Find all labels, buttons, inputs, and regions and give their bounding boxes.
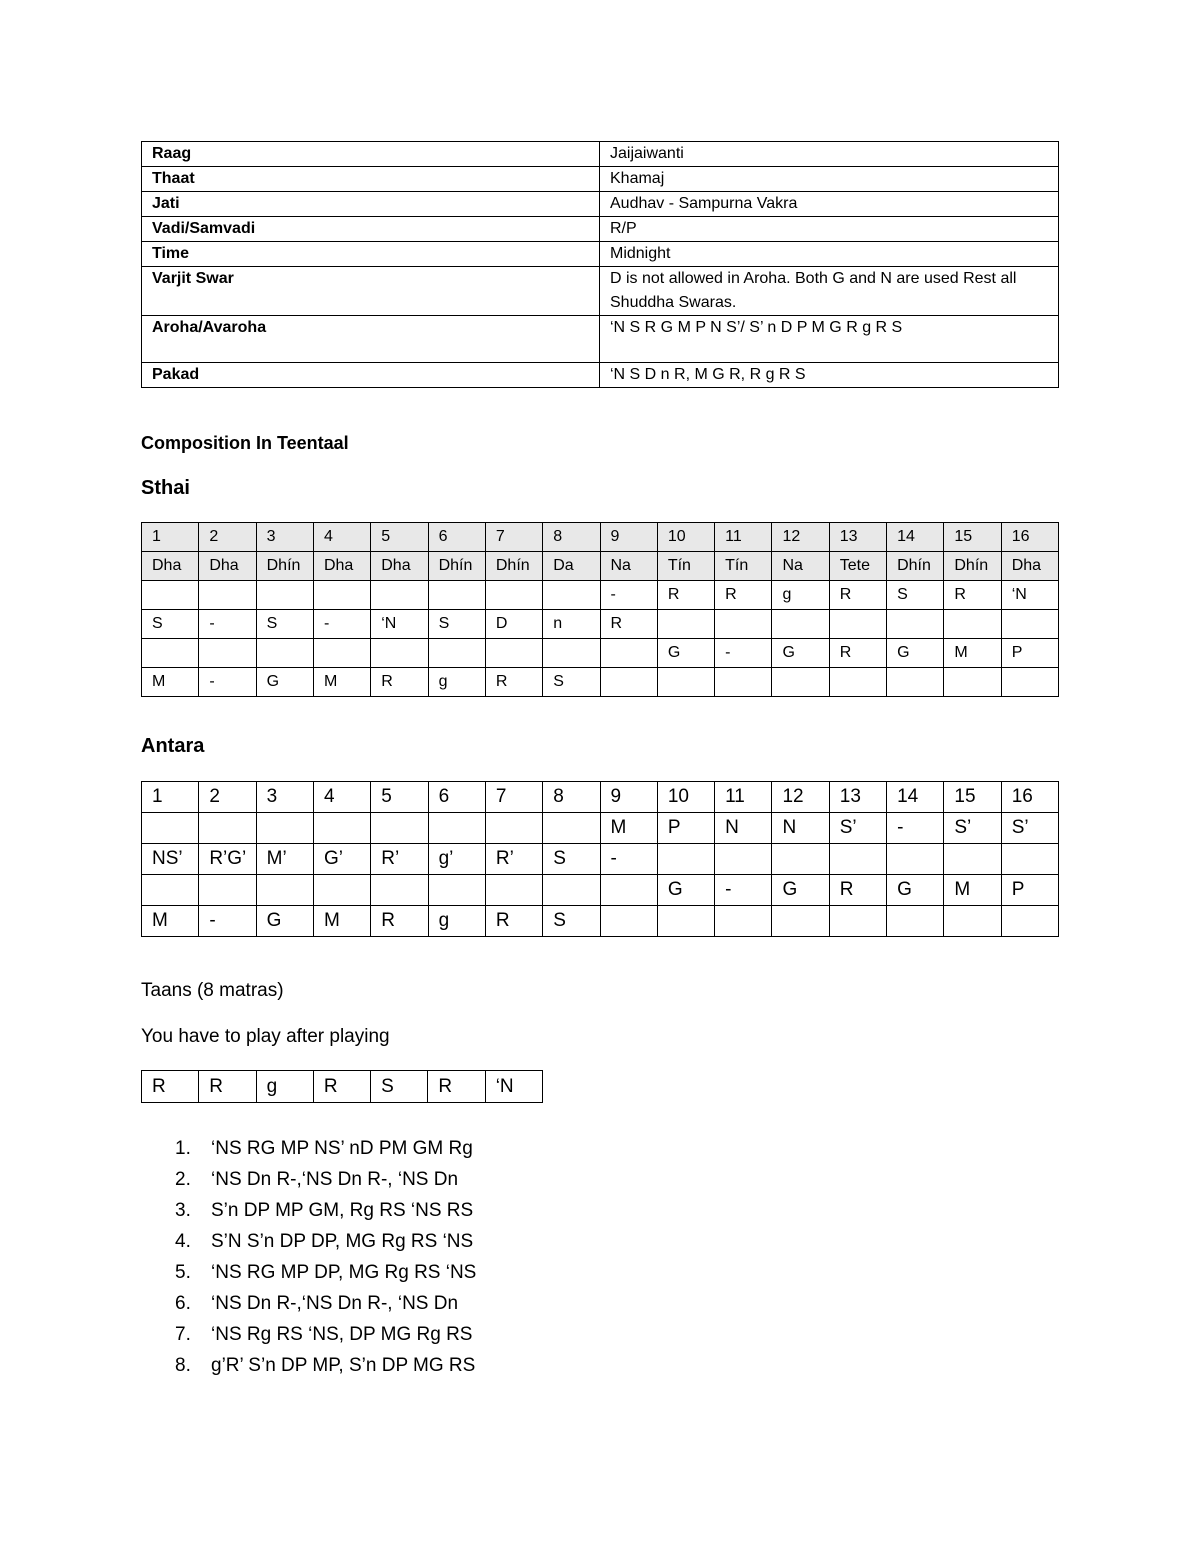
notation-cell (829, 668, 886, 697)
notation-cell: Dhín (485, 552, 542, 581)
info-value: Audhav - Sampurna Vakra (600, 192, 1059, 217)
notation-cell: 7 (485, 782, 542, 813)
info-row-vadi-samvadi (142, 217, 1059, 242)
taan-text: ‘NS Dn R-,‘NS Dn R-, ‘NS Dn (211, 1293, 459, 1314)
notation-cell (428, 581, 485, 610)
notation-cell (1001, 906, 1058, 937)
taan-text: S’n DP MP GM, Rg RS ‘NS RS (211, 1200, 474, 1221)
notation-cell: R (371, 906, 428, 937)
notation-cell (485, 813, 542, 844)
notation-cell: R (199, 1071, 256, 1103)
notation-cell (600, 906, 657, 937)
notation-cell: 5 (371, 782, 428, 813)
notation-cell: Dhín (428, 552, 485, 581)
info-row-time (142, 242, 1059, 267)
taan-number: 2. (175, 1169, 191, 1190)
notation-cell: 13 (829, 523, 886, 552)
taans-title: Taans (8 matras) (141, 980, 284, 1001)
notation-cell: 13 (829, 782, 886, 813)
notation-cell: - (199, 610, 256, 639)
notation-cell: Tín (657, 552, 714, 581)
taan-number: 4. (175, 1231, 191, 1252)
notation-cell (485, 639, 542, 668)
notation-cell: S (428, 610, 485, 639)
sthai-bol-row (142, 552, 1059, 581)
notation-cell: R (715, 581, 772, 610)
notation-cell (657, 906, 714, 937)
notation-cell: 15 (944, 523, 1001, 552)
taan-text: ‘NS RG MP DP, MG Rg RS ‘NS (211, 1262, 477, 1283)
notation-cell: G (887, 639, 944, 668)
taan-number: 3. (175, 1200, 191, 1221)
notation-cell (371, 813, 428, 844)
notation-cell: 16 (1001, 782, 1058, 813)
notation-cell: R (371, 668, 428, 697)
notation-cell (428, 639, 485, 668)
notation-cell: G (256, 906, 313, 937)
notation-cell: ‘N (1001, 581, 1058, 610)
notation-cell: - (600, 844, 657, 875)
notation-cell: R’ (371, 844, 428, 875)
notation-cell: 1 (142, 523, 199, 552)
notation-cell (887, 668, 944, 697)
notation-cell: 11 (715, 523, 772, 552)
notation-cell: - (715, 639, 772, 668)
notation-cell (313, 875, 370, 906)
notation-cell: g’ (428, 844, 485, 875)
notation-cell (428, 875, 485, 906)
info-value: R/P (600, 217, 1059, 242)
notation-cell (600, 875, 657, 906)
play-after-table (141, 1070, 543, 1103)
notation-cell (142, 813, 199, 844)
notation-cell: G (657, 875, 714, 906)
notation-cell: n (543, 610, 600, 639)
notation-cell: 15 (944, 782, 1001, 813)
notation-cell: S’ (829, 813, 886, 844)
notation-cell: ‘N (485, 1071, 542, 1103)
notation-cell (543, 639, 600, 668)
notation-cell: 14 (887, 782, 944, 813)
notation-cell: 11 (715, 782, 772, 813)
notation-cell: 5 (371, 523, 428, 552)
notation-cell: P (1001, 875, 1058, 906)
notation-cell (256, 813, 313, 844)
notation-cell (199, 875, 256, 906)
notation-cell: S (887, 581, 944, 610)
notation-cell: N (772, 813, 829, 844)
play-after-row (142, 1071, 543, 1103)
notation-cell: 4 (313, 523, 370, 552)
notation-cell: 12 (772, 523, 829, 552)
sthai-table (141, 522, 1059, 697)
notation-cell: S (371, 1071, 428, 1103)
info-label: Varjit Swar (142, 267, 600, 316)
notation-cell: 2 (199, 523, 256, 552)
notation-cell: R (829, 875, 886, 906)
notation-cell (887, 844, 944, 875)
notation-cell (199, 639, 256, 668)
notation-cell: Dha (199, 552, 256, 581)
notation-cell: g (428, 906, 485, 937)
info-value: Khamaj (600, 167, 1059, 192)
taan-item (175, 1226, 476, 1257)
notation-cell: Dha (371, 552, 428, 581)
notation-cell: G (657, 639, 714, 668)
notation-cell: - (715, 875, 772, 906)
notation-cell (657, 844, 714, 875)
notation-cell (715, 906, 772, 937)
notation-cell: 3 (256, 523, 313, 552)
info-row-aroha-avaroha (142, 316, 1059, 363)
notation-cell (600, 668, 657, 697)
notation-cell (657, 668, 714, 697)
taan-number: 8. (175, 1355, 191, 1376)
notation-cell (715, 668, 772, 697)
info-value: ‘N S R G M P N S’/ S’ n D P M G R g R S (600, 316, 1059, 363)
notation-cell: - (199, 668, 256, 697)
notation-cell (887, 610, 944, 639)
notation-cell: S (142, 610, 199, 639)
notation-cell: S (543, 668, 600, 697)
taans-intro: You have to play after playing (141, 1026, 390, 1047)
notation-cell: - (887, 813, 944, 844)
notation-cell: Dha (1001, 552, 1058, 581)
info-label: Thaat (142, 167, 600, 192)
notation-cell: 3 (256, 782, 313, 813)
notation-cell (829, 906, 886, 937)
taan-number: 5. (175, 1262, 191, 1283)
notation-cell: D (485, 610, 542, 639)
notation-cell (944, 844, 1001, 875)
notation-cell: R’G’ (199, 844, 256, 875)
antara-swar-row (142, 906, 1059, 937)
notation-cell (715, 610, 772, 639)
notation-cell: N (715, 813, 772, 844)
notation-cell: Dhín (256, 552, 313, 581)
notation-cell: 10 (657, 523, 714, 552)
taan-item (175, 1257, 476, 1288)
notation-cell: P (1001, 639, 1058, 668)
taan-item (175, 1350, 476, 1381)
notation-cell: S’ (1001, 813, 1058, 844)
taan-item (175, 1319, 476, 1350)
info-label: Aroha/Avaroha (142, 316, 600, 363)
notation-cell (313, 813, 370, 844)
notation-cell: 10 (657, 782, 714, 813)
notation-cell (772, 610, 829, 639)
taan-text: ‘NS RG MP NS’ nD PM GM Rg (211, 1138, 473, 1159)
notation-cell (371, 875, 428, 906)
notation-cell (1001, 844, 1058, 875)
notation-cell: Tete (829, 552, 886, 581)
notation-cell (772, 844, 829, 875)
notation-cell (772, 668, 829, 697)
notation-cell: Da (543, 552, 600, 581)
notation-cell: 1 (142, 782, 199, 813)
notation-cell: 16 (1001, 523, 1058, 552)
notation-cell: Na (772, 552, 829, 581)
info-label: Vadi/Samvadi (142, 217, 600, 242)
composition-heading: Composition In Teentaal (141, 433, 349, 453)
taan-text: g’R’ S’n DP MP, S’n DP MG RS (211, 1355, 476, 1376)
notation-cell (1001, 610, 1058, 639)
notation-cell: g (772, 581, 829, 610)
info-label: Pakad (142, 363, 600, 388)
notation-cell: G (772, 639, 829, 668)
notation-cell (428, 813, 485, 844)
info-label: Raag (142, 142, 600, 167)
info-value: Midnight (600, 242, 1059, 267)
notation-cell (371, 581, 428, 610)
notation-cell (543, 813, 600, 844)
taan-list (175, 1133, 476, 1381)
taan-text: S’N S’n DP DP, MG Rg RS ‘NS (211, 1231, 474, 1252)
notation-cell (657, 610, 714, 639)
notation-cell: R’ (485, 844, 542, 875)
taan-number: 7. (175, 1324, 191, 1345)
info-label: Time (142, 242, 600, 267)
notation-cell: - (313, 610, 370, 639)
notation-cell: G (887, 875, 944, 906)
notation-cell (142, 639, 199, 668)
antara-heading: Antara (141, 735, 205, 757)
notation-cell: R (600, 610, 657, 639)
info-value: ‘N S D n R, M G R, R g R S (600, 363, 1059, 388)
notation-cell: M (944, 875, 1001, 906)
notation-cell: 9 (600, 523, 657, 552)
notation-cell: G (772, 875, 829, 906)
notation-cell (371, 639, 428, 668)
notation-cell: 8 (543, 523, 600, 552)
antara-swar-row (142, 844, 1059, 875)
notation-cell (829, 610, 886, 639)
info-row-raag (142, 142, 1059, 167)
notation-cell: P (657, 813, 714, 844)
notation-cell: M (313, 668, 370, 697)
notation-cell: R (485, 668, 542, 697)
taan-number: 6. (175, 1293, 191, 1314)
raag-info-table (141, 141, 1059, 388)
notation-cell (543, 581, 600, 610)
notation-cell: Dhín (944, 552, 1001, 581)
notation-cell: G’ (313, 844, 370, 875)
info-label: Jati (142, 192, 600, 217)
notation-cell: S (256, 610, 313, 639)
taan-item (175, 1288, 476, 1319)
notation-cell (485, 581, 542, 610)
notation-cell: M (142, 668, 199, 697)
notation-cell (256, 639, 313, 668)
notation-cell (715, 844, 772, 875)
notation-cell: R (829, 639, 886, 668)
notation-cell: Dha (142, 552, 199, 581)
info-row-jati (142, 192, 1059, 217)
notation-cell (1001, 668, 1058, 697)
notation-cell: 12 (772, 782, 829, 813)
notation-cell: M (600, 813, 657, 844)
antara-table (141, 781, 1059, 937)
notation-cell: S’ (944, 813, 1001, 844)
notation-cell: Na (600, 552, 657, 581)
notation-cell (772, 906, 829, 937)
notation-cell (600, 639, 657, 668)
notation-cell (485, 875, 542, 906)
notation-cell: 14 (887, 523, 944, 552)
notation-cell: R (142, 1071, 199, 1103)
notation-cell: S (543, 906, 600, 937)
notation-cell: 4 (313, 782, 370, 813)
sthai-swar-row (142, 610, 1059, 639)
notation-cell: Tín (715, 552, 772, 581)
notation-cell (887, 906, 944, 937)
taan-number: 1. (175, 1138, 191, 1159)
notation-cell: 6 (428, 782, 485, 813)
notation-cell: 9 (600, 782, 657, 813)
notation-cell: R (485, 906, 542, 937)
info-row-pakad (142, 363, 1059, 388)
notation-cell: 7 (485, 523, 542, 552)
notation-cell: Dhín (887, 552, 944, 581)
notation-cell: R (428, 1071, 485, 1103)
notation-cell (256, 875, 313, 906)
notation-cell: 6 (428, 523, 485, 552)
notation-cell (142, 875, 199, 906)
taan-item (175, 1133, 476, 1164)
notation-cell (944, 668, 1001, 697)
notation-cell: g (428, 668, 485, 697)
sthai-heading: Sthai (141, 477, 190, 499)
sthai-swar-row (142, 581, 1059, 610)
antara-swar-row (142, 875, 1059, 906)
notation-cell (256, 581, 313, 610)
notation-cell: - (199, 906, 256, 937)
notation-cell: R (829, 581, 886, 610)
notation-cell: G (256, 668, 313, 697)
notation-cell (199, 813, 256, 844)
notation-cell: 2 (199, 782, 256, 813)
sthai-swar-row (142, 668, 1059, 697)
notation-cell (142, 581, 199, 610)
notation-cell: R (944, 581, 1001, 610)
taan-text: ‘NS Dn R-,‘NS Dn R-, ‘NS Dn (211, 1169, 459, 1190)
info-row-thaat (142, 167, 1059, 192)
sthai-matra-row (142, 523, 1059, 552)
notation-cell: ‘N (371, 610, 428, 639)
taan-item (175, 1195, 476, 1226)
notation-cell (199, 581, 256, 610)
notation-cell: 8 (543, 782, 600, 813)
notation-cell: R (313, 1071, 370, 1103)
notation-cell: M’ (256, 844, 313, 875)
notation-cell: g (256, 1071, 313, 1103)
notation-cell (313, 581, 370, 610)
notation-cell (944, 610, 1001, 639)
notation-cell (829, 844, 886, 875)
notation-cell: R (657, 581, 714, 610)
taan-item (175, 1164, 476, 1195)
notation-cell (543, 875, 600, 906)
info-value: Jaijaiwanti (600, 142, 1059, 167)
notation-cell: NS’ (142, 844, 199, 875)
notation-cell: M (142, 906, 199, 937)
notation-cell: M (944, 639, 1001, 668)
antara-matra-row (142, 782, 1059, 813)
notation-cell: Dha (313, 552, 370, 581)
notation-cell: - (600, 581, 657, 610)
antara-swar-row (142, 813, 1059, 844)
sthai-swar-row (142, 639, 1059, 668)
notation-cell (944, 906, 1001, 937)
info-row-varjit-swar (142, 267, 1059, 316)
notation-cell: S (543, 844, 600, 875)
info-value: D is not allowed in Aroha. Both G and N are used Rest all Shuddha Swaras. (600, 267, 1059, 316)
notation-cell: M (313, 906, 370, 937)
notation-cell (313, 639, 370, 668)
taan-text: ‘NS Rg RS ‘NS, DP MG Rg RS (211, 1324, 473, 1345)
